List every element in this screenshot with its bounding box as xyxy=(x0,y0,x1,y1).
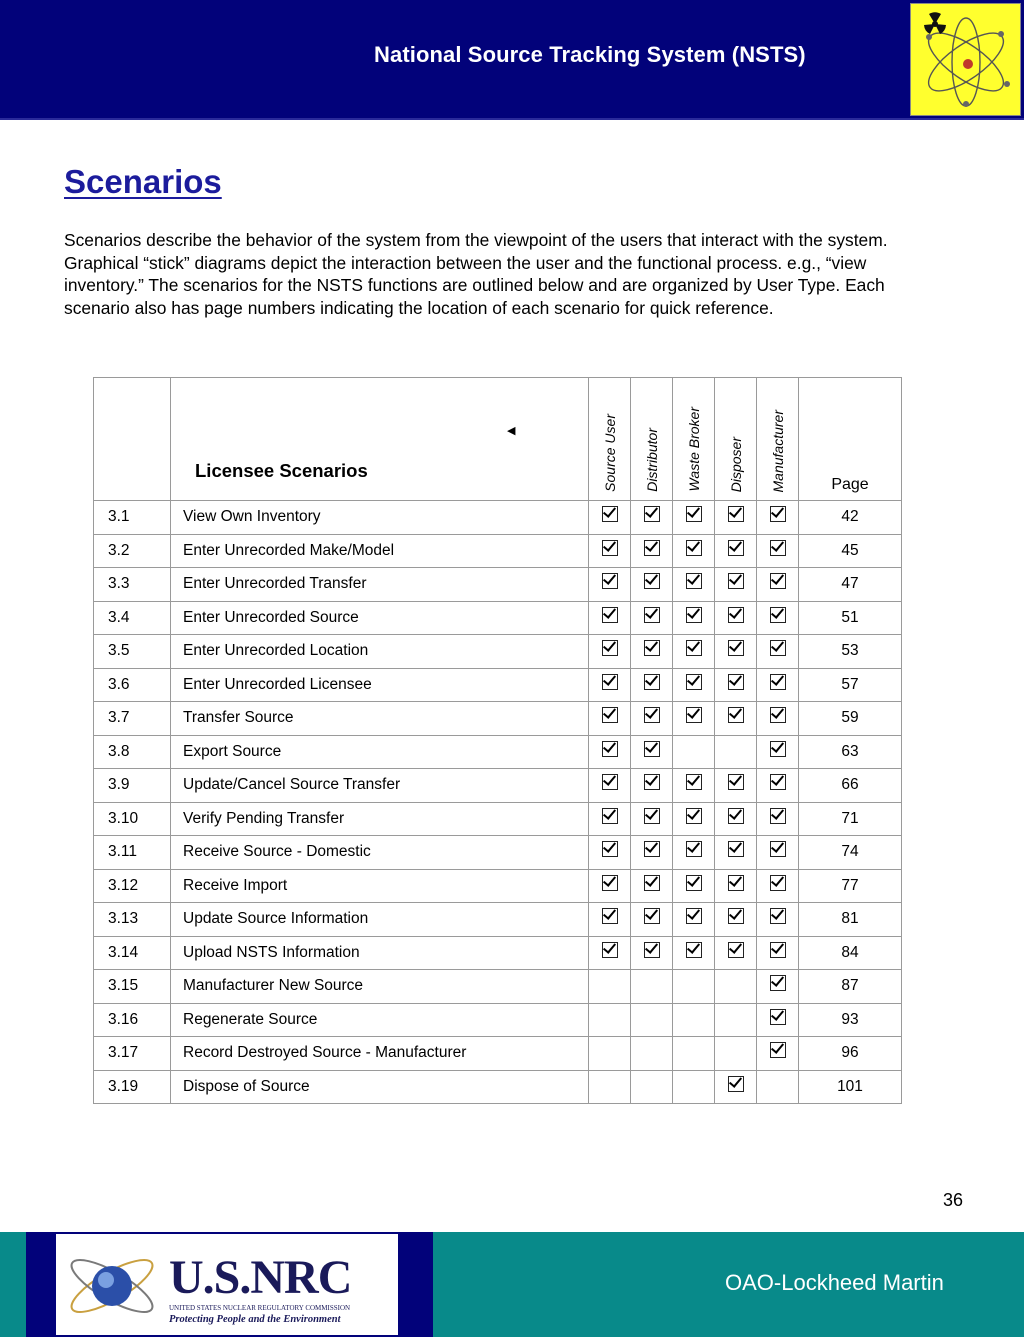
checkbox-checked-icon xyxy=(602,841,618,857)
page-number: 36 xyxy=(943,1190,964,1210)
atom-globe-icon xyxy=(62,1240,166,1330)
checkbox-checked-icon xyxy=(602,607,618,623)
user-type-cell xyxy=(589,1003,631,1037)
user-type-cell xyxy=(715,836,757,870)
table-row xyxy=(94,802,902,836)
scenario-name: Receive Source - Domestic xyxy=(171,836,589,870)
scenario-name: Dispose of Source xyxy=(171,1070,589,1104)
triangle-left-icon: ◀ xyxy=(507,425,516,437)
checkbox-checked-icon xyxy=(686,640,702,656)
scenario-page: 66 xyxy=(799,769,902,803)
scenario-page: 81 xyxy=(799,903,902,937)
header-page xyxy=(799,378,902,501)
table-title: Licensee Scenarios xyxy=(195,460,368,481)
user-type-cell xyxy=(757,903,799,937)
scenario-number: 3.6 xyxy=(94,668,171,702)
user-type-cell xyxy=(673,903,715,937)
user-type-cell xyxy=(673,668,715,702)
user-type-cell xyxy=(589,970,631,1004)
scenarios-table xyxy=(93,377,902,1104)
user-type-label: Waste Broker xyxy=(685,407,702,492)
scenario-number: 3.2 xyxy=(94,534,171,568)
user-type-cell xyxy=(589,568,631,602)
scenario-page: 51 xyxy=(799,601,902,635)
checkbox-checked-icon xyxy=(686,674,702,690)
scenario-name: Record Destroyed Source - Manufacturer xyxy=(171,1037,589,1071)
user-type-cell xyxy=(589,702,631,736)
scenario-name: Enter Unrecorded Licensee xyxy=(171,668,589,702)
user-type-cell xyxy=(631,836,673,870)
checkbox-checked-icon xyxy=(644,808,660,824)
scenario-name: Receive Import xyxy=(171,869,589,903)
checkbox-checked-icon xyxy=(728,640,744,656)
user-type-cell xyxy=(715,601,757,635)
checkbox-checked-icon xyxy=(770,975,786,991)
user-type-cell xyxy=(589,836,631,870)
user-type-cell xyxy=(631,903,673,937)
user-type-cell xyxy=(673,534,715,568)
user-type-cell xyxy=(589,601,631,635)
user-type-cell xyxy=(757,802,799,836)
scenario-name: Enter Unrecorded Make/Model xyxy=(171,534,589,568)
user-type-cell xyxy=(715,568,757,602)
user-type-cell xyxy=(673,568,715,602)
user-type-cell xyxy=(757,568,799,602)
user-type-cell xyxy=(757,970,799,1004)
checkbox-checked-icon xyxy=(728,908,744,924)
user-type-cell xyxy=(631,635,673,669)
user-type-cell xyxy=(589,635,631,669)
user-type-cell xyxy=(757,1070,799,1104)
user-type-cell xyxy=(589,802,631,836)
header-waste-broker xyxy=(673,378,715,501)
user-type-cell xyxy=(673,802,715,836)
checkbox-checked-icon xyxy=(644,607,660,623)
user-type-cell xyxy=(757,1037,799,1071)
checkbox-checked-icon xyxy=(602,674,618,690)
user-type-cell xyxy=(589,534,631,568)
scenario-number: 3.5 xyxy=(94,635,171,669)
user-type-label: Distributor xyxy=(643,428,660,492)
checkbox-checked-icon xyxy=(770,540,786,556)
user-type-cell xyxy=(673,1070,715,1104)
scenario-name: Manufacturer New Source xyxy=(171,970,589,1004)
scenario-page: 93 xyxy=(799,1003,902,1037)
checkbox-checked-icon xyxy=(728,808,744,824)
header-distributor xyxy=(631,378,673,501)
scenario-number: 3.16 xyxy=(94,1003,171,1037)
checkbox-checked-icon xyxy=(644,506,660,522)
user-type-cell xyxy=(757,936,799,970)
user-type-cell xyxy=(757,668,799,702)
user-type-cell xyxy=(673,735,715,769)
user-type-cell xyxy=(673,936,715,970)
table-row xyxy=(94,936,902,970)
checkbox-checked-icon xyxy=(728,506,744,522)
checkbox-checked-icon xyxy=(770,506,786,522)
user-type-cell xyxy=(757,534,799,568)
checkbox-checked-icon xyxy=(770,1009,786,1025)
user-type-cell xyxy=(715,702,757,736)
user-type-cell xyxy=(589,903,631,937)
user-type-cell xyxy=(715,635,757,669)
scenario-page: 45 xyxy=(799,534,902,568)
checkbox-checked-icon xyxy=(686,841,702,857)
scenario-name: View Own Inventory xyxy=(171,501,589,535)
user-type-cell xyxy=(589,501,631,535)
user-type-cell xyxy=(589,735,631,769)
table-row xyxy=(94,534,902,568)
user-type-cell xyxy=(673,635,715,669)
checkbox-checked-icon xyxy=(770,942,786,958)
header-disposer xyxy=(715,378,757,501)
user-type-cell xyxy=(631,936,673,970)
user-type-cell xyxy=(673,1037,715,1071)
user-type-cell xyxy=(631,1037,673,1071)
user-type-cell xyxy=(757,1003,799,1037)
checkbox-checked-icon xyxy=(686,875,702,891)
footer-company: OAO-Lockheed Martin xyxy=(725,1270,944,1295)
user-type-cell xyxy=(631,668,673,702)
user-type-cell xyxy=(589,1037,631,1071)
scenario-number: 3.13 xyxy=(94,903,171,937)
user-type-cell xyxy=(631,1070,673,1104)
user-type-cell xyxy=(631,702,673,736)
scenario-page: 71 xyxy=(799,802,902,836)
user-type-cell xyxy=(673,501,715,535)
table-row xyxy=(94,601,902,635)
user-type-cell xyxy=(631,1003,673,1037)
scenario-name: Verify Pending Transfer xyxy=(171,802,589,836)
table-row xyxy=(94,1070,902,1104)
scenario-number: 3.1 xyxy=(94,501,171,535)
checkbox-checked-icon xyxy=(686,774,702,790)
user-type-cell xyxy=(757,735,799,769)
checkbox-checked-icon xyxy=(728,942,744,958)
scenario-number: 3.19 xyxy=(94,1070,171,1104)
checkbox-checked-icon xyxy=(602,808,618,824)
checkbox-checked-icon xyxy=(644,774,660,790)
user-type-cell xyxy=(673,970,715,1004)
checkbox-checked-icon xyxy=(728,875,744,891)
scenario-page: 87 xyxy=(799,970,902,1004)
scenario-page: 59 xyxy=(799,702,902,736)
scenario-name: Update Source Information xyxy=(171,903,589,937)
header-blank-cell xyxy=(94,378,171,501)
checkbox-checked-icon xyxy=(728,573,744,589)
user-type-cell xyxy=(757,601,799,635)
user-type-cell xyxy=(715,903,757,937)
checkbox-checked-icon xyxy=(770,607,786,623)
user-type-cell xyxy=(715,769,757,803)
checkbox-checked-icon xyxy=(770,573,786,589)
user-type-label: Manufacturer xyxy=(769,409,786,492)
checkbox-checked-icon xyxy=(602,707,618,723)
checkbox-checked-icon xyxy=(770,741,786,757)
scenario-number: 3.8 xyxy=(94,735,171,769)
scenario-page: 101 xyxy=(799,1070,902,1104)
scenario-name: Transfer Source xyxy=(171,702,589,736)
table-row xyxy=(94,635,902,669)
user-type-cell xyxy=(715,869,757,903)
user-type-cell xyxy=(757,869,799,903)
checkbox-checked-icon xyxy=(770,908,786,924)
user-type-cell xyxy=(715,970,757,1004)
user-type-cell xyxy=(673,702,715,736)
scenario-page: 42 xyxy=(799,501,902,535)
checkbox-checked-icon xyxy=(602,875,618,891)
user-type-cell xyxy=(673,769,715,803)
table-row xyxy=(94,702,902,736)
user-type-cell xyxy=(715,936,757,970)
scenario-number: 3.10 xyxy=(94,802,171,836)
checkbox-checked-icon xyxy=(686,607,702,623)
user-type-cell xyxy=(673,836,715,870)
header-manufacturer xyxy=(757,378,799,501)
checkbox-checked-icon xyxy=(644,707,660,723)
table-row xyxy=(94,836,902,870)
user-type-cell xyxy=(589,769,631,803)
checkbox-checked-icon xyxy=(644,573,660,589)
checkbox-checked-icon xyxy=(770,875,786,891)
user-type-cell xyxy=(673,869,715,903)
user-type-cell xyxy=(631,735,673,769)
scenario-name: Upload NSTS Information xyxy=(171,936,589,970)
checkbox-checked-icon xyxy=(602,540,618,556)
checkbox-checked-icon xyxy=(728,707,744,723)
user-type-label: Disposer xyxy=(727,436,744,492)
nrc-subtitle: UNITED STATES NUCLEAR REGULATORY COMMISSION xyxy=(169,1304,351,1312)
table-row xyxy=(94,735,902,769)
user-type-cell xyxy=(631,568,673,602)
header-source-user xyxy=(589,378,631,501)
checkbox-checked-icon xyxy=(728,774,744,790)
scenario-page: 74 xyxy=(799,836,902,870)
checkbox-checked-icon xyxy=(644,741,660,757)
table-header-row xyxy=(94,378,902,501)
page-title: Scenarios xyxy=(64,163,222,200)
checkbox-checked-icon xyxy=(602,774,618,790)
scenario-page: 53 xyxy=(799,635,902,669)
nrc-tagline: Protecting People and the Environment xyxy=(169,1314,341,1325)
checkbox-checked-icon xyxy=(728,1076,744,1092)
checkbox-checked-icon xyxy=(686,540,702,556)
scenario-name: Update/Cancel Source Transfer xyxy=(171,769,589,803)
user-type-cell xyxy=(673,1003,715,1037)
scenario-number: 3.11 xyxy=(94,836,171,870)
checkbox-checked-icon xyxy=(686,506,702,522)
radiation-atom-icon xyxy=(910,3,1021,116)
user-type-cell xyxy=(631,970,673,1004)
user-type-cell xyxy=(631,501,673,535)
checkbox-checked-icon xyxy=(728,540,744,556)
checkbox-checked-icon xyxy=(686,707,702,723)
table-row xyxy=(94,501,902,535)
scenario-page: 84 xyxy=(799,936,902,970)
checkbox-checked-icon xyxy=(686,942,702,958)
user-type-cell xyxy=(631,869,673,903)
scenario-page: 77 xyxy=(799,869,902,903)
checkbox-checked-icon xyxy=(602,741,618,757)
checkbox-checked-icon xyxy=(686,908,702,924)
checkbox-checked-icon xyxy=(644,841,660,857)
user-type-cell xyxy=(757,769,799,803)
scenario-page: 63 xyxy=(799,735,902,769)
intro-paragraph: Scenarios describe the behavior of the system from the viewpoint of the users that interact with the system. Graphical “stick” diagrams depict the interaction between the user and the functional process. e.g., “view inventory.” The scenarios for the NSTS functions are outlined below and are organized by User Type. Each scenario also has page numbers indicating the location of each scenario for quick reference. xyxy=(64,230,888,319)
checkbox-checked-icon xyxy=(686,808,702,824)
checkbox-checked-icon xyxy=(728,607,744,623)
scenario-number: 3.3 xyxy=(94,568,171,602)
scenario-name: Enter Unrecorded Transfer xyxy=(171,568,589,602)
checkbox-checked-icon xyxy=(602,573,618,589)
checkbox-checked-icon xyxy=(644,674,660,690)
checkbox-checked-icon xyxy=(770,1042,786,1058)
header-bar xyxy=(0,0,1024,120)
checkbox-checked-icon xyxy=(770,841,786,857)
user-type-cell xyxy=(715,1070,757,1104)
scenario-page: 96 xyxy=(799,1037,902,1071)
checkbox-checked-icon xyxy=(770,808,786,824)
user-type-cell xyxy=(631,802,673,836)
checkbox-checked-icon xyxy=(602,506,618,522)
user-type-cell xyxy=(631,534,673,568)
user-type-cell xyxy=(715,1003,757,1037)
checkbox-checked-icon xyxy=(728,674,744,690)
user-type-cell xyxy=(715,735,757,769)
scenario-number: 3.9 xyxy=(94,769,171,803)
user-type-cell xyxy=(715,1037,757,1071)
footer-bar xyxy=(0,1232,1024,1337)
scenario-name: Enter Unrecorded Source xyxy=(171,601,589,635)
user-type-cell xyxy=(631,601,673,635)
checkbox-checked-icon xyxy=(686,573,702,589)
checkbox-checked-icon xyxy=(644,908,660,924)
checkbox-checked-icon xyxy=(728,841,744,857)
scenario-number: 3.4 xyxy=(94,601,171,635)
scenario-number: 3.7 xyxy=(94,702,171,736)
scenario-number: 3.12 xyxy=(94,869,171,903)
scenario-name: Regenerate Source xyxy=(171,1003,589,1037)
header-name-cell xyxy=(171,378,589,501)
table-row xyxy=(94,970,902,1004)
header-title: National Source Tracking System (NSTS) xyxy=(374,42,806,67)
user-type-cell xyxy=(757,702,799,736)
scenario-number: 3.14 xyxy=(94,936,171,970)
nrc-logo xyxy=(56,1234,398,1335)
checkbox-checked-icon xyxy=(602,908,618,924)
table-row xyxy=(94,769,902,803)
user-type-label: Source User xyxy=(601,414,618,492)
user-type-cell xyxy=(757,836,799,870)
table-row xyxy=(94,668,902,702)
scenario-number: 3.15 xyxy=(94,970,171,1004)
scenario-name: Export Source xyxy=(171,735,589,769)
user-type-cell xyxy=(631,769,673,803)
checkbox-checked-icon xyxy=(770,774,786,790)
checkbox-checked-icon xyxy=(602,640,618,656)
user-type-cell xyxy=(589,668,631,702)
scenario-name: Enter Unrecorded Location xyxy=(171,635,589,669)
checkbox-checked-icon xyxy=(770,674,786,690)
checkbox-checked-icon xyxy=(644,540,660,556)
user-type-cell xyxy=(589,869,631,903)
table-row xyxy=(94,1037,902,1071)
scenario-number: 3.17 xyxy=(94,1037,171,1071)
checkbox-checked-icon xyxy=(770,707,786,723)
table-row xyxy=(94,1003,902,1037)
checkbox-checked-icon xyxy=(770,640,786,656)
user-type-cell xyxy=(589,936,631,970)
user-type-cell xyxy=(757,635,799,669)
user-type-cell xyxy=(715,534,757,568)
table-row xyxy=(94,869,902,903)
checkbox-checked-icon xyxy=(644,640,660,656)
user-type-cell xyxy=(757,501,799,535)
user-type-cell xyxy=(589,1070,631,1104)
user-type-cell xyxy=(715,802,757,836)
checkbox-checked-icon xyxy=(602,942,618,958)
nrc-title: U.S.NRC xyxy=(169,1251,352,1304)
page-column-label: Page xyxy=(831,476,869,493)
table-row xyxy=(94,568,902,602)
checkbox-checked-icon xyxy=(644,942,660,958)
scenario-page: 47 xyxy=(799,568,902,602)
checkbox-checked-icon xyxy=(644,875,660,891)
scenario-page: 57 xyxy=(799,668,902,702)
user-type-cell xyxy=(673,601,715,635)
table-row xyxy=(94,903,902,937)
user-type-cell xyxy=(715,668,757,702)
user-type-cell xyxy=(715,501,757,535)
